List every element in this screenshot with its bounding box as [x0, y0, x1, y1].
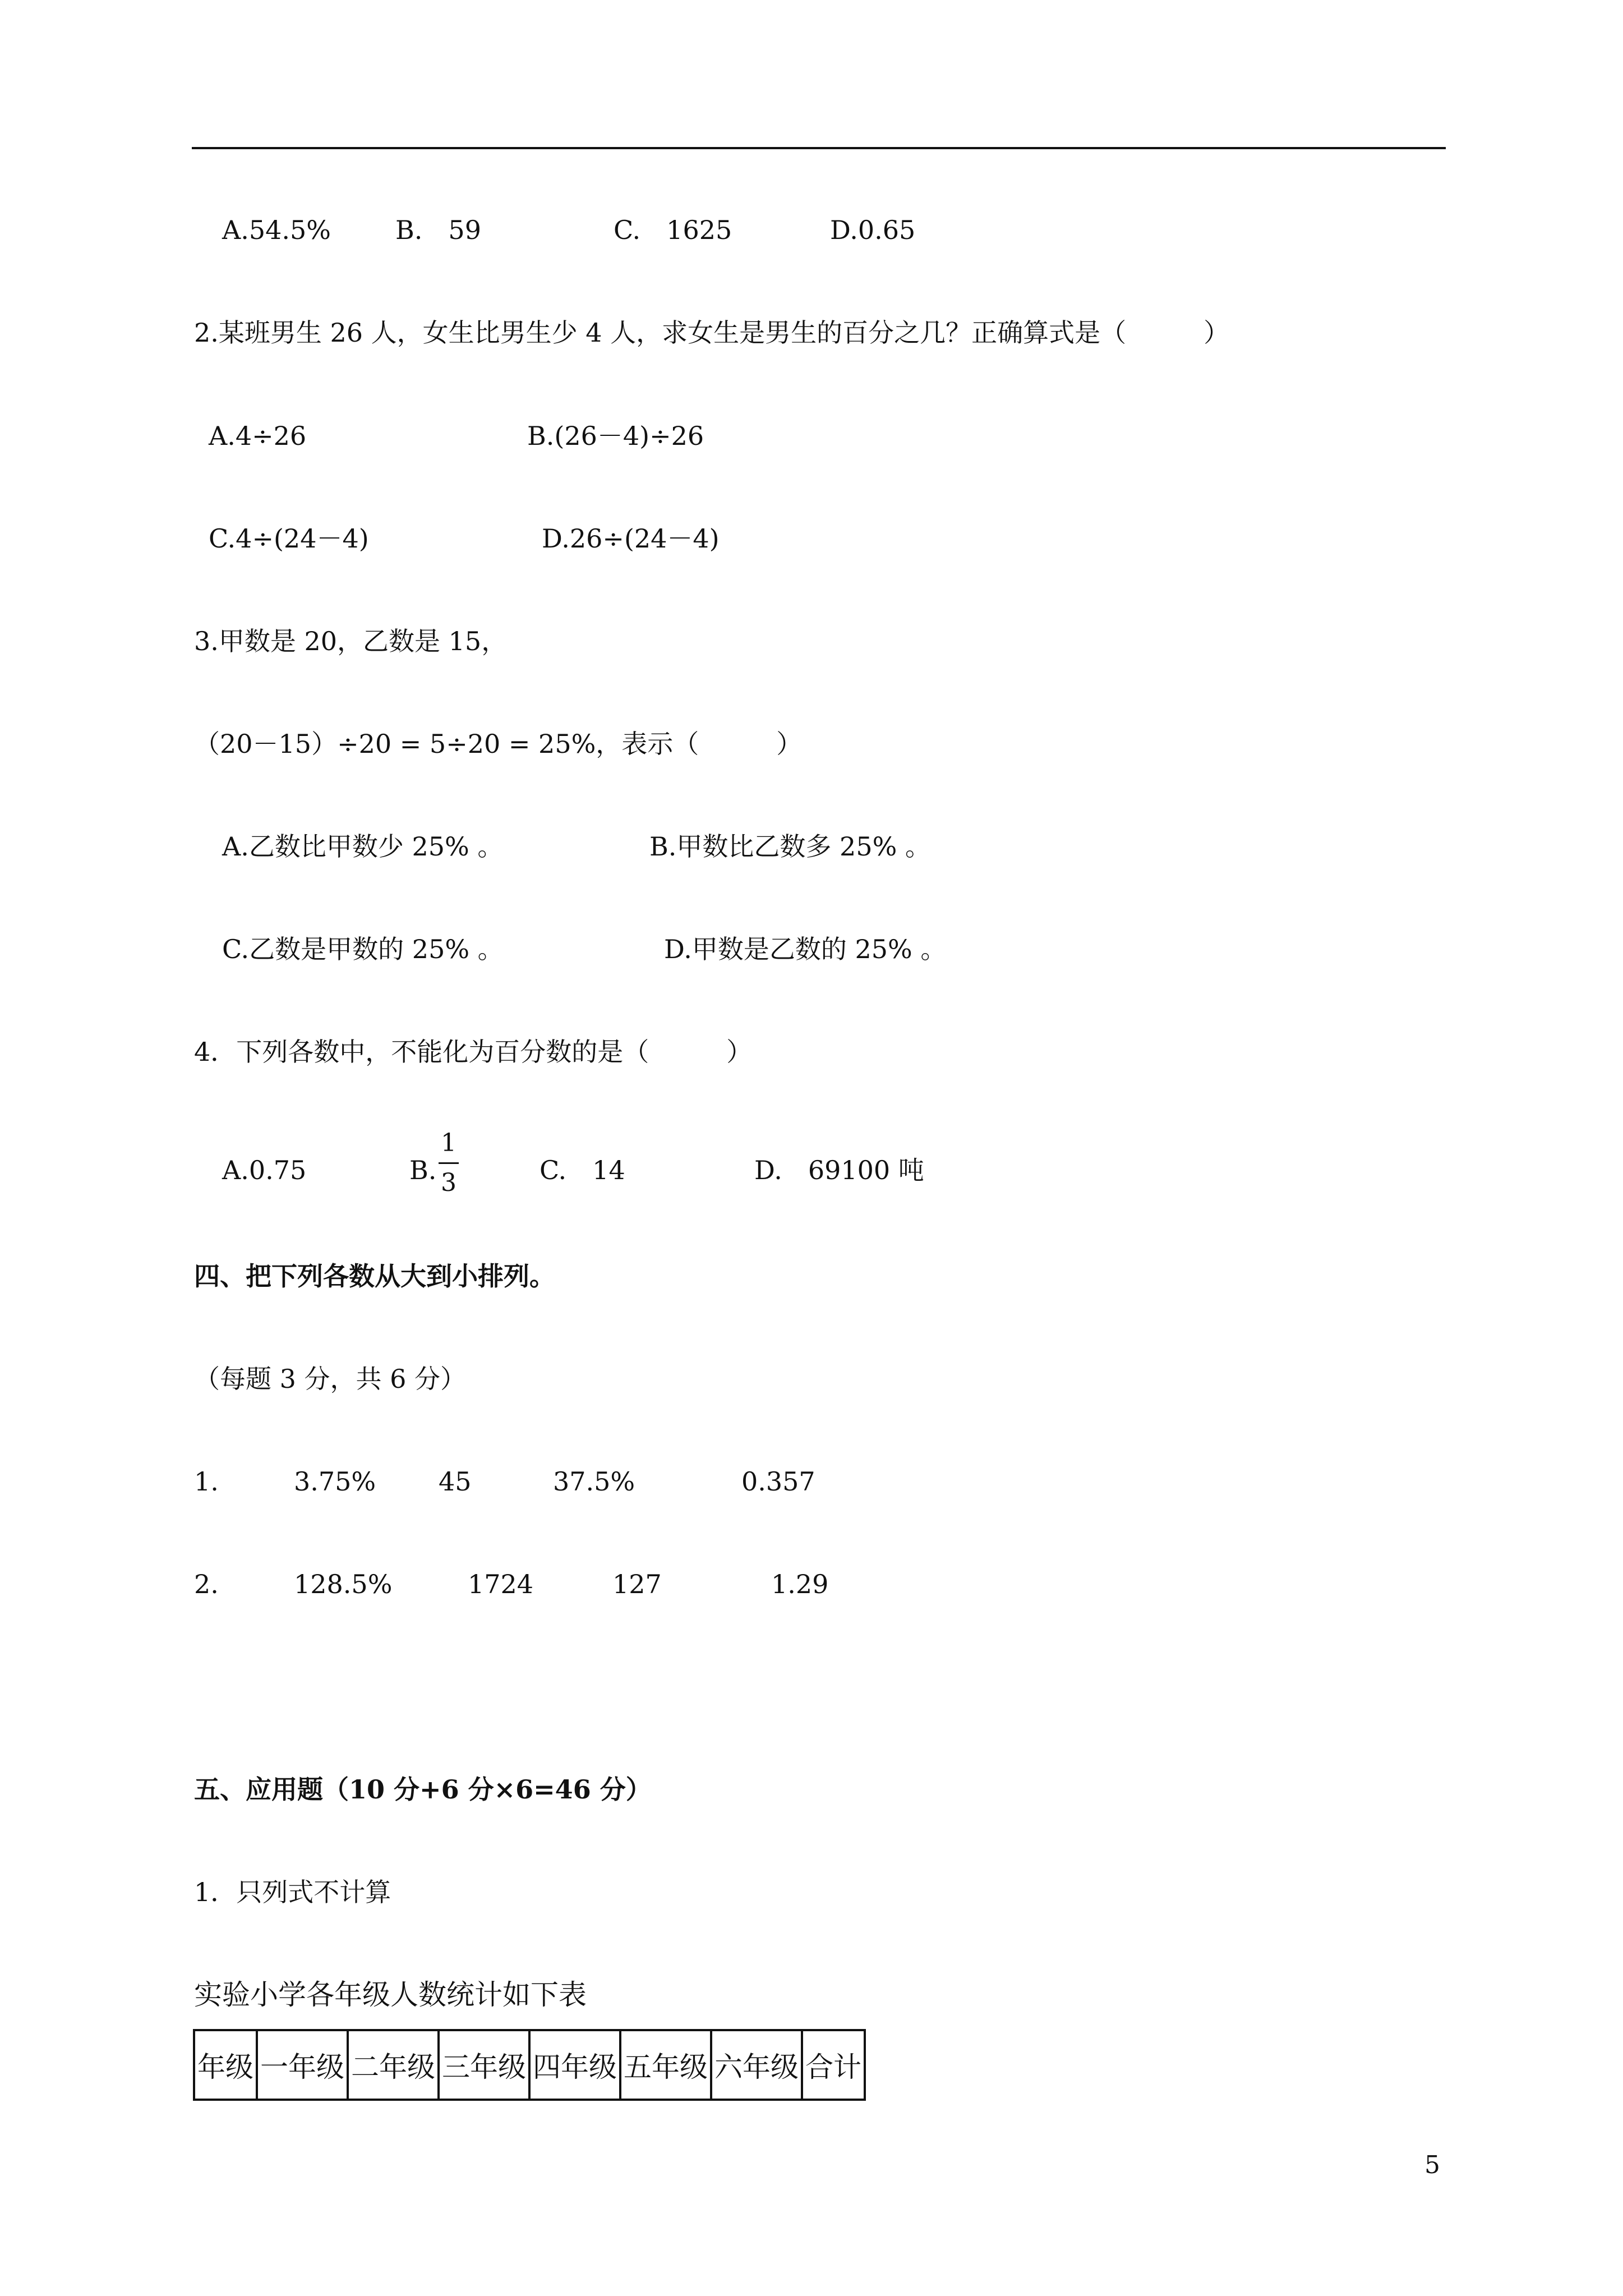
- fraction-bar: [439, 1162, 459, 1164]
- q2-option-b: B.(26－4)÷26: [527, 421, 704, 451]
- table-header-cell: 三年级: [439, 2030, 529, 2100]
- q1-option-b: B. 59: [395, 215, 481, 245]
- q3-stem: 3.甲数是 20，乙数是 15，: [194, 626, 508, 656]
- sort-row1-value1: 3.75%: [294, 1466, 376, 1497]
- header-rule: [192, 147, 1446, 149]
- table-header-cell: 年级: [194, 2030, 257, 2100]
- q3-option-d: D.甲数是乙数的 25% 。: [664, 934, 947, 964]
- table-header-cell: 五年级: [620, 2030, 711, 2100]
- sort-row1-value4: 0.357: [741, 1466, 815, 1497]
- q4-option-b-label: B.: [409, 1155, 437, 1185]
- sort-row2-value3: 127: [612, 1569, 662, 1599]
- table-row: [194, 2030, 865, 2100]
- section4-title: 四、把下列各数从大到小排列。: [194, 1261, 555, 1291]
- q4-stem: 4．下列各数中，不能化为百分数的是（ ）: [194, 1037, 753, 1067]
- table-header-cell: 四年级: [529, 2030, 620, 2100]
- q2-option-a: A.4÷26: [209, 421, 307, 451]
- q4-option-b: [409, 1129, 457, 1197]
- fraction: [439, 1128, 459, 1199]
- table-header-cell: 二年级: [348, 2030, 439, 2100]
- table-header-cell: 一年级: [257, 2030, 348, 2100]
- sort-row2-value1: 128.5%: [294, 1569, 393, 1599]
- q1-option-a: A.54.5%: [222, 215, 331, 245]
- section4-score: （每题 3 分，共 6 分）: [194, 1364, 467, 1394]
- q1-option-c: C. 1625: [614, 215, 732, 245]
- fraction-numerator: 1: [441, 1129, 457, 1157]
- sort-row1-value3: 37.5%: [553, 1466, 635, 1497]
- page-number: 5: [1424, 2151, 1440, 2179]
- q3-option-c: C.乙数是甲数的 25% 。: [222, 934, 504, 964]
- q2-option-c: C.4÷(24－4): [209, 523, 369, 554]
- sort-row2-number: 2.: [194, 1569, 219, 1599]
- q4-option-c: C. 14: [540, 1155, 625, 1185]
- table-header-cell: 合计: [802, 2030, 865, 2100]
- fraction-denominator: 3: [441, 1168, 457, 1197]
- q2-stem: 2.某班男生 26 人，女生比男生少 4 人，求女生是男生的百分之几？正确算式是（ ）: [194, 318, 1230, 348]
- q4-option-a: A.0.75: [222, 1155, 307, 1185]
- q3-expression: （20－15）÷20 = 5÷20 = 25%，表示（ ）: [194, 729, 803, 759]
- q2-option-d: D.26÷(24－4): [542, 523, 720, 554]
- table-caption: 实验小学各年级人数统计如下表: [194, 1978, 587, 2011]
- sort-row1-number: 1.: [194, 1466, 219, 1497]
- q3-option-b: B.甲数比乙数多 25% 。: [649, 831, 931, 862]
- q4-option-d: D. 69100 吨: [754, 1155, 924, 1185]
- section5-item1: 1．只列式不计算: [194, 1877, 391, 1907]
- table-header-cell: 六年级: [711, 2030, 802, 2100]
- q3-option-a: A.乙数比甲数少 25% 。: [222, 831, 504, 862]
- sort-row1-value2: 45: [439, 1466, 472, 1497]
- sort-row2-value2: 1724: [468, 1569, 534, 1599]
- grade-statistics-table: [193, 2029, 866, 2101]
- section5-title: 五、应用题（10 分+6 分×6=46 分）: [194, 1774, 652, 1805]
- sort-row2-value4: 1.29: [771, 1569, 829, 1599]
- q1-option-d: D.0.65: [830, 215, 916, 245]
